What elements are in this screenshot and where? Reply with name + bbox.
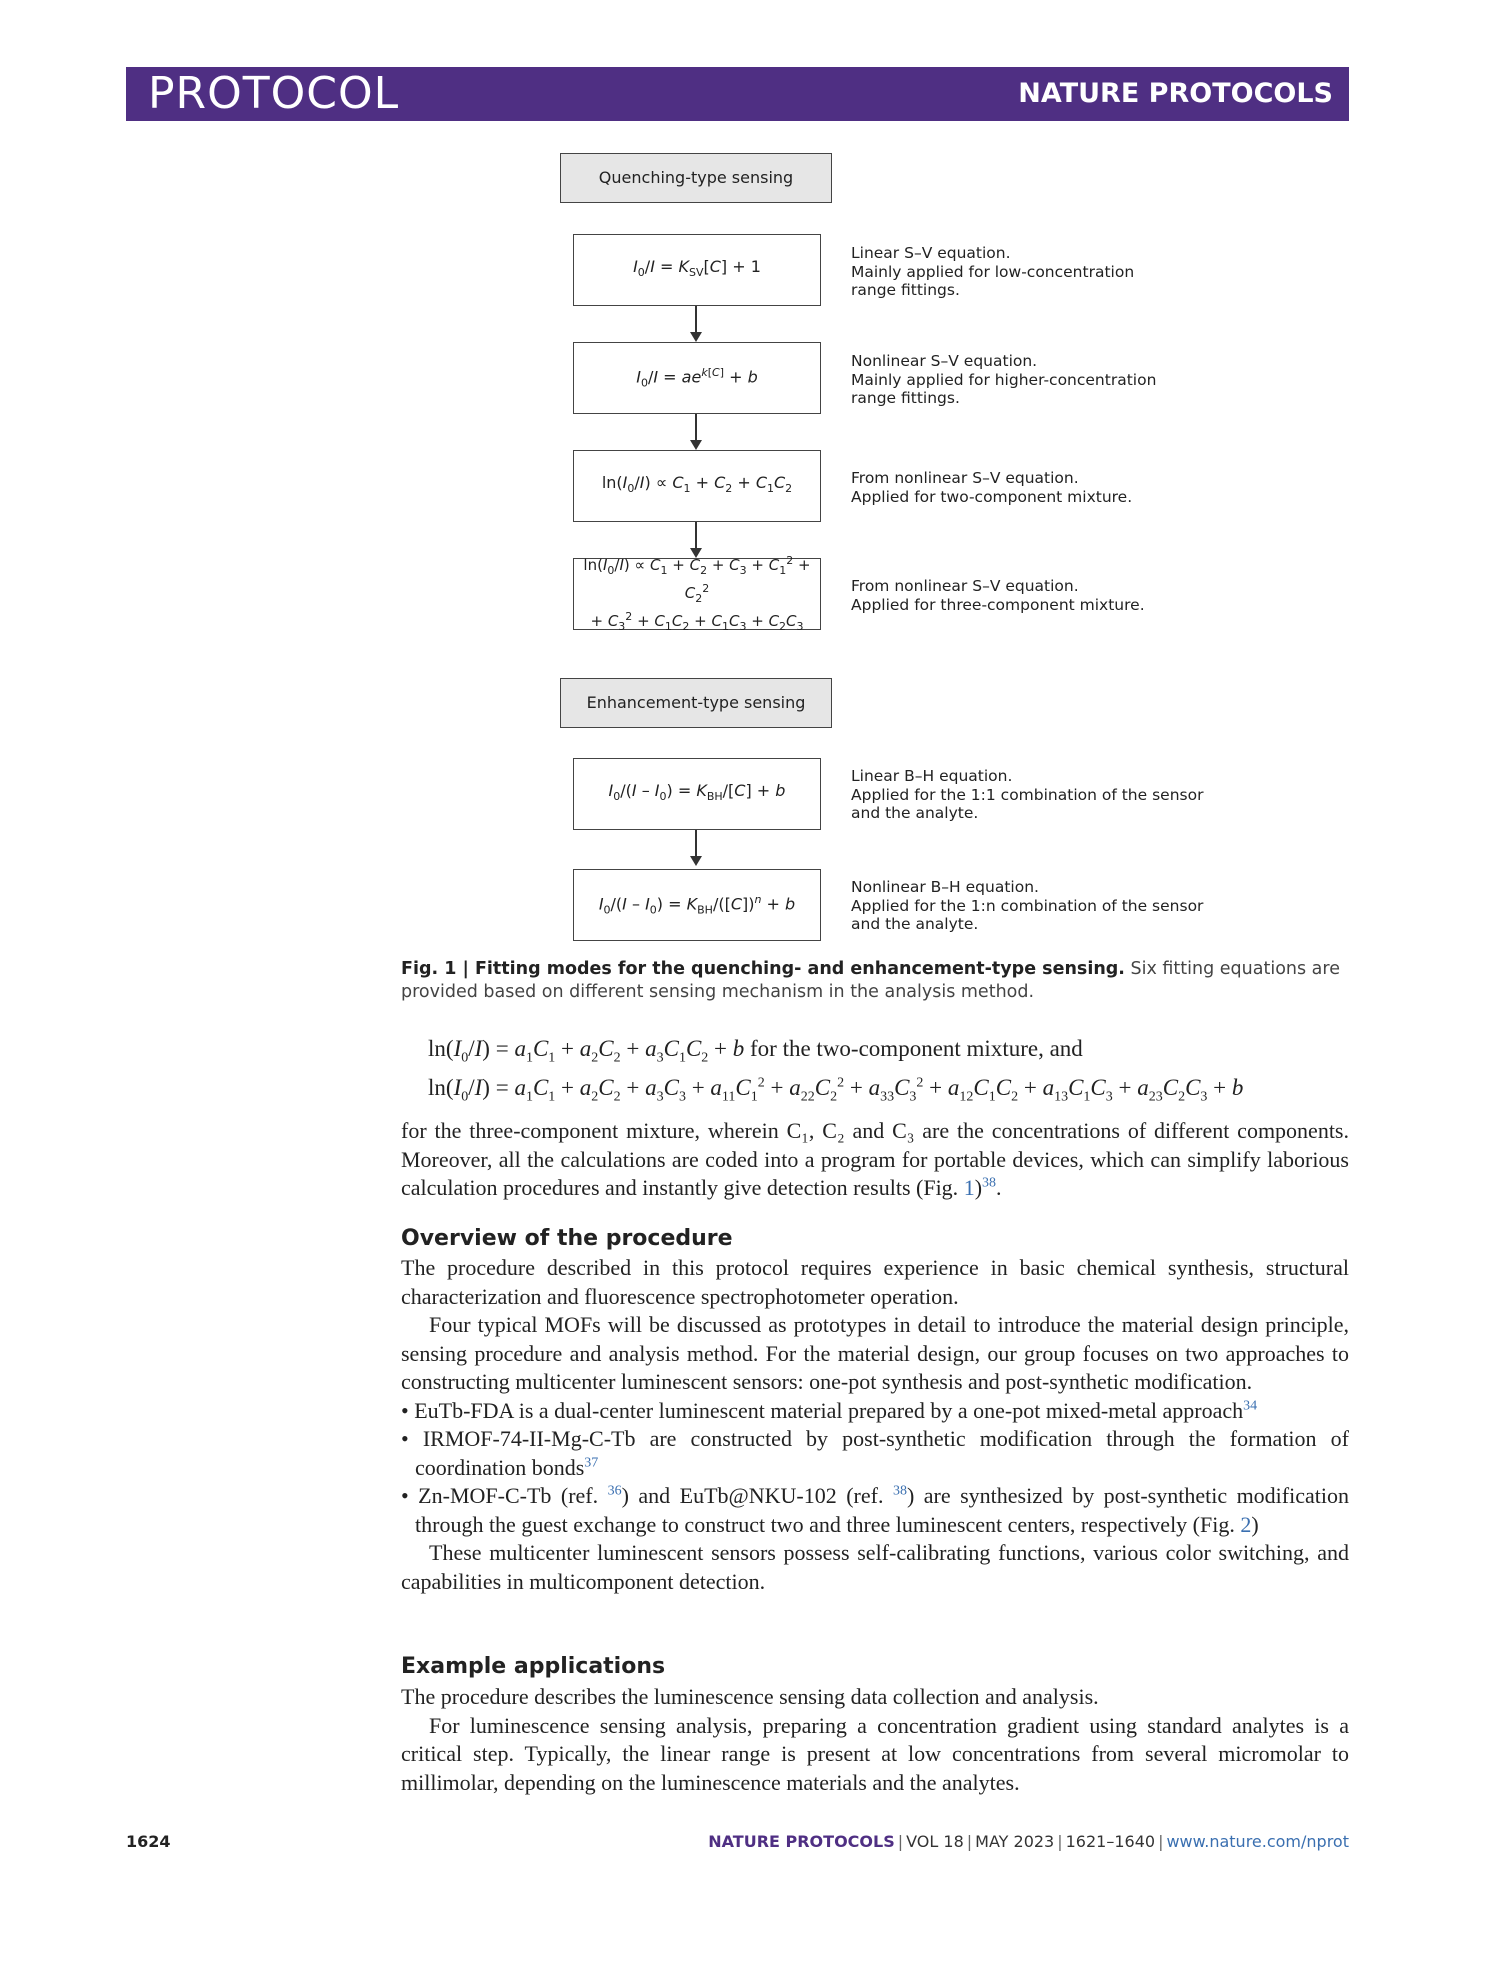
ref-36[interactable]: 36 [607,1483,622,1499]
bullet-zn-mof: • Zn-MOF-C-Tb (ref. $^{36}$) and EuTb@NKU-102 (ref. $^{38}$) are synthesized by post-synthetic modification through the guest exchange to construct two and three luminescent centers, respectively (Fig. 2) [401,1483,1349,1537]
section-overview [401,1254,1349,1596]
paragraph-overview-1: The procedure described in this protocol requires experience in basic chemical synthesis, structural characterization and fluorescence spectrophotometer operation. [401,1255,1349,1309]
equation-three-component: $\ln(I_0/I) = a_1C_1 + a_2C_2 + a_3C_3 + a_{11}C_1^2 + a_{22}C_2^2 + a_{33}C_3^2 + a_{12}C_1C_2 + a_{13}C_1C_3 + a_{23}C_2C_3 + b$ [428,1075,1244,1105]
heading-applications: Example applications [401,1654,666,1679]
journal-name: NATURE PROTOCOLS [1018,78,1333,109]
ref-38[interactable]: 38 [982,1175,997,1191]
footer-url[interactable]: www.nature.com/nprot [1166,1832,1349,1851]
note-e1: Linear B–H equation. Applied for the 1:1 combination of the sensor and the analyte. [851,767,1204,822]
note-q3: From nonlinear S–V equation. Applied for two-component mixture. [851,469,1133,506]
quenching-title-box [560,153,832,203]
paragraph-overview-2: Four typical MOFs will be discussed as prototypes in detail to introduce the material design principle, sensing procedure and analysis method. For the material design, our group focuses on two approaches to constructing multicenter luminescent sensors: one-pot synthesis and post-synthetic modification. [401,1312,1349,1394]
equation-box-q2: $I_0/I = ae^{k[C]} + b$ [573,342,821,414]
enhancement-title-box [560,678,832,728]
footer-date: MAY 2023 [975,1832,1055,1851]
paragraph-mixture: for the three-component mixture, wherein C₁, C₂ and C₃ are the concentrations of different components. Moreover, all the calculations are coded into a program for portable devices, which can simplify laborious calculation procedures and instantly give detection results (Fig. 1)$^{38}$. [401,1118,1349,1200]
enhancement-title: Enhancement-type sensing [586,693,806,712]
note-q4: From nonlinear S–V equation. Applied for three-component mixture. [851,577,1145,614]
footer-pages: 1621–1640 [1065,1832,1156,1851]
ref-34[interactable]: 34 [1243,1398,1258,1414]
footer-journal: NATURE PROTOCOLS [708,1832,895,1851]
heading-overview: Overview of the procedure [401,1226,733,1251]
equation-box-q3: $\ln(I_0/I) \propto C_1 + C_2 + C_1C_2$ [573,450,821,522]
equation-two-component: $\ln(I_0/I) = a_1C_1 + a_2C_2 + a_3C_1C_2 + b$ for the two-component mixture, and [428,1036,1083,1066]
note-q1: Linear S–V equation. Mainly applied for low-concentration range fittings. [851,244,1135,299]
page-number: 1624 [126,1832,171,1851]
quenching-title: Quenching-type sensing [598,168,794,187]
paragraph-applications-1: The procedure describes the luminescence sensing data collection and analysis. [401,1684,1099,1709]
arrow-e1-e2 [695,830,697,864]
arrow-q3-q4 [695,522,697,556]
section-label: PROTOCOL [148,68,400,119]
bullet-irmof: • IRMOF-74-II-Mg-C-Tb are constructed by post-synthetic modification through the formation of coordination bonds$^{37}$ [401,1426,1349,1480]
caption-title: Fig. 1 | Fitting modes for the quenching- and enhancement-type sensing. [401,959,1125,979]
caption-text: Six fitting equations are provided based on different sensing mechanism in the analysis method. [401,959,1340,1002]
ref-37[interactable]: 37 [584,1455,599,1471]
arrow-q1-q2 [695,306,697,340]
footer-volume: VOL 18 [906,1832,964,1851]
paragraph-applications-2: For luminescence sensing analysis, preparing a concentration gradient using standard analytes is a critical step. Typically, the linear range is present at low concentrations from several micromolar to millimolar, depending on the luminescence materials and the analytes. [401,1712,1349,1795]
equation-suffix: for the two-component mixture, and [744,1036,1083,1061]
note-q2: Nonlinear S–V equation. Mainly applied for higher-concentration range fittings. [851,352,1157,407]
footer-citation: NATURE PROTOCOLS | VOL 18 | MAY 2023 | 1621–1640 | www.nature.com/nprot [708,1832,1349,1851]
ref-38b[interactable]: 38 [892,1483,907,1499]
figure-caption [401,958,1349,1004]
paragraph-overview-3: These multicenter luminescent sensors possess self-calibrating functions, various color switching, and capabilities in multicomponent detection. [401,1540,1349,1594]
fig-1-link[interactable]: 1 [963,1175,975,1200]
equation-box-e2: $I_0/(I - I_0) = K_{BH}/([C])^n + b$ [573,869,821,941]
equation-box-e1: $I_0/(I - I_0) = K_{BH}/[C] + b$ [573,758,821,830]
section-applications [401,1683,1349,1797]
note-e2: Nonlinear B–H equation. Applied for the 1:n combination of the sensor and the analyte. [851,878,1204,933]
equation-box-q1: $I_0/I = K_{SV}[C] + 1$ [573,234,821,306]
bullet-eutb-fda: • EuTb-FDA is a dual-center luminescent material prepared by a one-pot mixed-metal approach$^{34}$ [401,1397,1258,1423]
equation-box-q4: $\ln(I_0/I) \propto C_1 + C_2 + C_3 + C_1^2 + C_2^2$ + $C_3^2 + C_1C_2 + C_1C_3 + C_2C_3$ [573,558,821,630]
arrow-q2-q3 [695,414,697,448]
fig-2-link[interactable]: 2 [1240,1511,1252,1537]
